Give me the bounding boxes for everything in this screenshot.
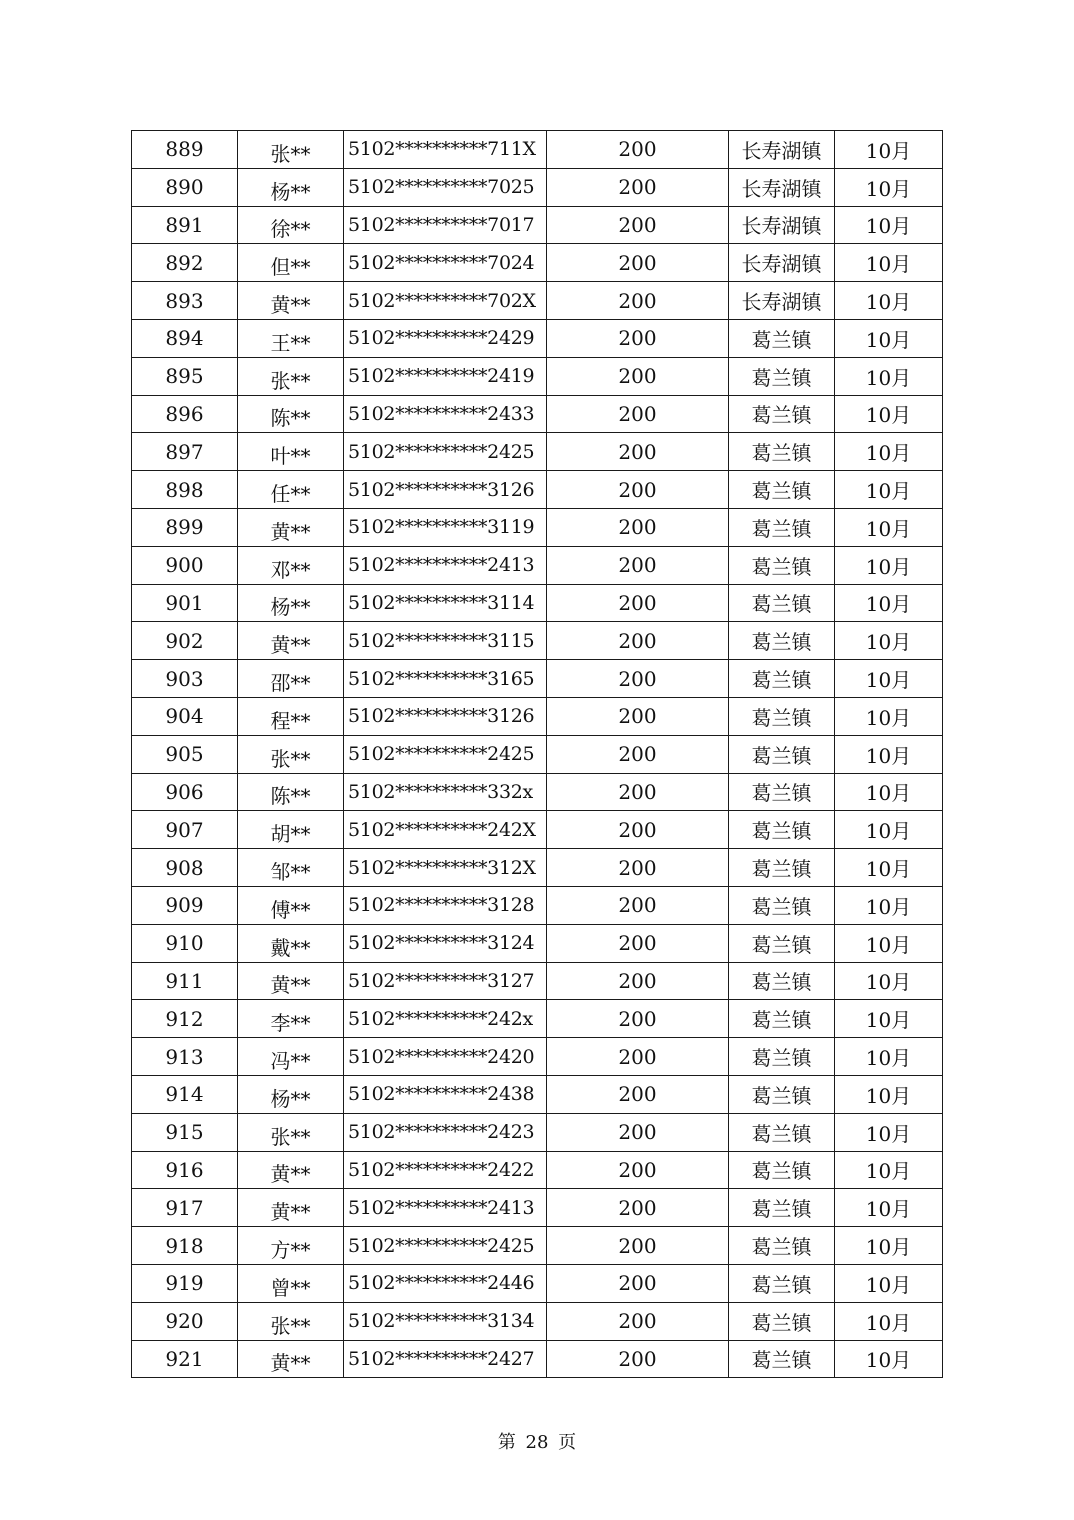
town-cell: 葛兰镇 [729,849,835,887]
seq-cell: 890 [132,168,238,206]
table-row [132,131,943,169]
table-row [132,546,943,584]
id-number-cell: 5102**********702X [344,282,547,320]
name-cell [238,282,344,320]
table-row [132,244,943,282]
seq-cell: 915 [132,1113,238,1151]
name-text: 任** [270,482,311,507]
name-cell [238,811,344,849]
seq-cell: 898 [132,471,238,509]
month-cell: 10月 [835,546,943,584]
month-cell: 10月 [835,697,943,735]
amount-cell: 200 [547,206,729,244]
seq-cell: 904 [132,697,238,735]
seq-cell: 917 [132,1189,238,1227]
name-text: 张** [270,746,311,771]
table-row [132,1340,943,1378]
name-text: 黄** [270,519,311,544]
amount-cell: 200 [547,1000,729,1038]
table-row [132,508,943,546]
name-cell [238,697,344,735]
seq-cell: 916 [132,1151,238,1189]
name-cell [238,660,344,698]
town-cell: 长寿湖镇 [729,244,835,282]
name-text: 黄** [270,973,311,998]
seq-cell: 899 [132,508,238,546]
name-text: 徐** [270,217,311,242]
name-text: 邓** [270,557,311,582]
name-text: 傅** [270,897,311,922]
table-row [132,660,943,698]
id-number-cell: 5102**********3134 [344,1302,547,1340]
id-number-cell: 5102**********2427 [344,1340,547,1378]
month-cell: 10月 [835,1189,943,1227]
name-text: 李** [270,1011,311,1036]
table-row [132,849,943,887]
name-text: 方** [270,1238,311,1262]
town-cell: 葛兰镇 [729,1000,835,1038]
town-cell: 葛兰镇 [729,1264,835,1302]
month-cell: 10月 [835,131,943,169]
name-text: 陈** [270,406,311,431]
name-text: 张** [270,141,311,166]
town-cell: 葛兰镇 [729,886,835,924]
town-cell: 葛兰镇 [729,1075,835,1113]
town-cell: 葛兰镇 [729,508,835,546]
name-cell [238,773,344,811]
seq-cell: 896 [132,395,238,433]
table-row [132,1075,943,1113]
name-cell [238,1189,344,1227]
name-text: 邹** [270,860,311,885]
table-row [132,1038,943,1076]
town-cell: 葛兰镇 [729,811,835,849]
id-number-cell: 5102**********2446 [344,1264,547,1302]
month-cell: 10月 [835,1302,943,1340]
town-cell: 葛兰镇 [729,622,835,660]
table-row [132,697,943,735]
town-cell: 葛兰镇 [729,1302,835,1340]
name-cell [238,849,344,887]
name-cell [238,886,344,924]
seq-cell: 895 [132,357,238,395]
amount-cell: 200 [547,357,729,395]
town-cell: 葛兰镇 [729,1151,835,1189]
table-row [132,282,943,320]
amount-cell: 200 [547,962,729,1000]
page-number: 第 28 页 [497,1432,577,1453]
name-cell [238,508,344,546]
month-cell: 10月 [835,622,943,660]
table-row [132,1264,943,1302]
amount-cell: 200 [547,886,729,924]
table-row [132,811,943,849]
town-cell: 葛兰镇 [729,433,835,471]
table-row [132,924,943,962]
seq-cell: 906 [132,773,238,811]
table-row [132,773,943,811]
seq-cell: 910 [132,924,238,962]
amount-cell: 200 [547,433,729,471]
name-text: 张** [270,1124,311,1149]
amount-cell: 200 [547,319,729,357]
month-cell: 10月 [835,962,943,1000]
month-cell: 10月 [835,319,943,357]
month-cell: 10月 [835,1000,943,1038]
amount-cell: 200 [547,1189,729,1227]
name-text: 戴** [270,935,311,960]
id-number-cell: 5102**********2433 [344,395,547,433]
town-cell: 葛兰镇 [729,924,835,962]
amount-cell: 200 [547,849,729,887]
town-cell: 葛兰镇 [729,319,835,357]
month-cell: 10月 [835,1227,943,1265]
seq-cell: 914 [132,1075,238,1113]
town-cell: 葛兰镇 [729,1227,835,1265]
town-cell: 葛兰镇 [729,471,835,509]
month-cell: 10月 [835,584,943,622]
town-cell: 长寿湖镇 [729,282,835,320]
month-cell: 10月 [835,886,943,924]
month-cell: 10月 [835,1113,943,1151]
id-number-cell: 5102**********2425 [344,1227,547,1265]
table-row [132,735,943,773]
id-number-cell: 5102**********3126 [344,697,547,735]
name-cell [238,1227,344,1265]
seq-cell: 921 [132,1340,238,1378]
name-cell [238,1302,344,1340]
roster-body [132,131,943,1378]
town-cell: 葛兰镇 [729,697,835,735]
id-number-cell: 5102**********332x [344,773,547,811]
name-cell [238,1113,344,1151]
seq-cell: 918 [132,1227,238,1265]
id-number-cell: 5102**********3115 [344,622,547,660]
id-number-cell: 5102**********2419 [344,357,547,395]
id-number-cell: 5102**********2429 [344,319,547,357]
name-cell [238,395,344,433]
name-text: 邵** [270,671,311,696]
month-cell: 10月 [835,168,943,206]
id-number-cell: 5102**********3165 [344,660,547,698]
month-cell: 10月 [835,1038,943,1076]
table-row [132,1227,943,1265]
amount-cell: 200 [547,471,729,509]
amount-cell: 200 [547,1038,729,1076]
month-cell: 10月 [835,395,943,433]
name-text: 黄** [270,1351,311,1376]
id-number-cell: 5102**********3127 [344,962,547,1000]
name-text: 黄** [270,1200,311,1225]
id-number-cell: 5102**********242X [344,811,547,849]
town-cell: 葛兰镇 [729,1113,835,1151]
name-cell [238,1038,344,1076]
table-row [132,1000,943,1038]
town-cell: 葛兰镇 [729,584,835,622]
table-row [132,395,943,433]
id-number-cell: 5102**********711X [344,131,547,169]
name-cell [238,357,344,395]
month-cell: 10月 [835,244,943,282]
amount-cell: 200 [547,131,729,169]
name-text: 张** [270,368,311,393]
seq-cell: 911 [132,962,238,1000]
id-number-cell: 5102**********3114 [344,584,547,622]
month-cell: 10月 [835,508,943,546]
seq-cell: 894 [132,319,238,357]
name-cell [238,168,344,206]
seq-cell: 905 [132,735,238,773]
town-cell: 葛兰镇 [729,395,835,433]
amount-cell: 200 [547,584,729,622]
amount-cell: 200 [547,1113,729,1151]
seq-cell: 920 [132,1302,238,1340]
table-row [132,1189,943,1227]
town-cell: 长寿湖镇 [729,206,835,244]
month-cell: 10月 [835,206,943,244]
seq-cell: 891 [132,206,238,244]
name-cell [238,1264,344,1302]
amount-cell: 200 [547,697,729,735]
id-number-cell: 5102**********3128 [344,886,547,924]
seq-cell: 893 [132,282,238,320]
id-number-cell: 5102**********3124 [344,924,547,962]
name-cell [238,622,344,660]
table-row [132,886,943,924]
id-number-cell: 5102**********7025 [344,168,547,206]
id-number-cell: 5102**********7024 [344,244,547,282]
id-number-cell: 5102**********2425 [344,735,547,773]
town-cell: 长寿湖镇 [729,168,835,206]
table-row [132,319,943,357]
name-cell [238,1151,344,1189]
name-text: 王** [270,330,311,355]
table-row [132,1113,943,1151]
name-cell [238,471,344,509]
month-cell: 10月 [835,811,943,849]
month-cell: 10月 [835,1264,943,1302]
month-cell: 10月 [835,924,943,962]
month-cell: 10月 [835,471,943,509]
town-cell: 葛兰镇 [729,1038,835,1076]
name-cell [238,735,344,773]
table-row [132,1302,943,1340]
name-cell [238,319,344,357]
seq-cell: 900 [132,546,238,584]
amount-cell: 200 [547,622,729,660]
seq-cell: 912 [132,1000,238,1038]
table-row [132,168,943,206]
seq-cell: 903 [132,660,238,698]
name-cell [238,546,344,584]
month-cell: 10月 [835,735,943,773]
name-cell [238,962,344,1000]
amount-cell: 200 [547,546,729,584]
month-cell: 10月 [835,660,943,698]
seq-cell: 908 [132,849,238,887]
name-cell [238,206,344,244]
table-row [132,584,943,622]
month-cell: 10月 [835,1340,943,1378]
name-text: 但** [270,255,311,280]
seq-cell: 919 [132,1264,238,1302]
name-cell [238,1075,344,1113]
month-cell: 10月 [835,773,943,811]
amount-cell: 200 [547,1302,729,1340]
id-number-cell: 5102**********242x [344,1000,547,1038]
seq-cell: 897 [132,433,238,471]
id-number-cell: 5102**********2413 [344,1189,547,1227]
name-text: 陈** [270,784,311,809]
name-cell [238,1000,344,1038]
amount-cell: 200 [547,1340,729,1378]
id-number-cell: 5102**********3126 [344,471,547,509]
month-cell: 10月 [835,433,943,471]
amount-cell: 200 [547,773,729,811]
name-text: 黄** [270,1162,311,1187]
amount-cell: 200 [547,735,729,773]
month-cell: 10月 [835,282,943,320]
id-number-cell: 5102**********2438 [344,1075,547,1113]
seq-cell: 907 [132,811,238,849]
table-row [132,962,943,1000]
seq-cell: 909 [132,886,238,924]
table-row [132,206,943,244]
id-number-cell: 5102**********2413 [344,546,547,584]
month-cell: 10月 [835,1151,943,1189]
name-text: 胡** [270,822,311,847]
town-cell: 葛兰镇 [729,1340,835,1378]
town-cell: 葛兰镇 [729,546,835,584]
seq-cell: 902 [132,622,238,660]
table-row [132,622,943,660]
amount-cell: 200 [547,168,729,206]
name-text: 曾** [270,1275,311,1300]
town-cell: 长寿湖镇 [729,131,835,169]
name-text: 冯** [270,1049,311,1074]
seq-cell: 892 [132,244,238,282]
name-text: 杨** [270,1086,311,1111]
name-cell [238,131,344,169]
amount-cell: 200 [547,660,729,698]
town-cell: 葛兰镇 [729,357,835,395]
name-text: 杨** [270,179,311,204]
name-cell [238,584,344,622]
name-text: 叶** [270,444,311,469]
name-cell [238,924,344,962]
name-text: 张** [270,1313,311,1338]
town-cell: 葛兰镇 [729,1189,835,1227]
id-number-cell: 5102**********2423 [344,1113,547,1151]
name-cell [238,433,344,471]
name-cell [238,244,344,282]
town-cell: 葛兰镇 [729,735,835,773]
town-cell: 葛兰镇 [729,660,835,698]
id-number-cell: 5102**********7017 [344,206,547,244]
id-number-cell: 5102**********312X [344,849,547,887]
table-row [132,433,943,471]
table-row [132,471,943,509]
amount-cell: 200 [547,811,729,849]
table-row [132,1151,943,1189]
amount-cell: 200 [547,924,729,962]
table-row [132,357,943,395]
seq-cell: 913 [132,1038,238,1076]
amount-cell: 200 [547,1075,729,1113]
seq-cell: 889 [132,131,238,169]
id-number-cell: 5102**********2422 [344,1151,547,1189]
id-number-cell: 5102**********2425 [344,433,547,471]
id-number-cell: 5102**********2420 [344,1038,547,1076]
month-cell: 10月 [835,357,943,395]
amount-cell: 200 [547,282,729,320]
amount-cell: 200 [547,1264,729,1302]
town-cell: 葛兰镇 [729,962,835,1000]
town-cell: 葛兰镇 [729,773,835,811]
amount-cell: 200 [547,244,729,282]
seq-cell: 901 [132,584,238,622]
amount-cell: 200 [547,1151,729,1189]
name-text: 杨** [270,595,311,620]
id-number-cell: 5102**********3119 [344,508,547,546]
name-cell [238,1340,344,1378]
roster-table [131,130,943,1378]
amount-cell: 200 [547,1227,729,1265]
amount-cell: 200 [547,395,729,433]
month-cell: 10月 [835,849,943,887]
amount-cell: 200 [547,508,729,546]
name-text: 程** [270,708,311,733]
month-cell: 10月 [835,1075,943,1113]
name-text: 黄** [270,633,311,658]
name-text: 黄** [270,293,311,318]
